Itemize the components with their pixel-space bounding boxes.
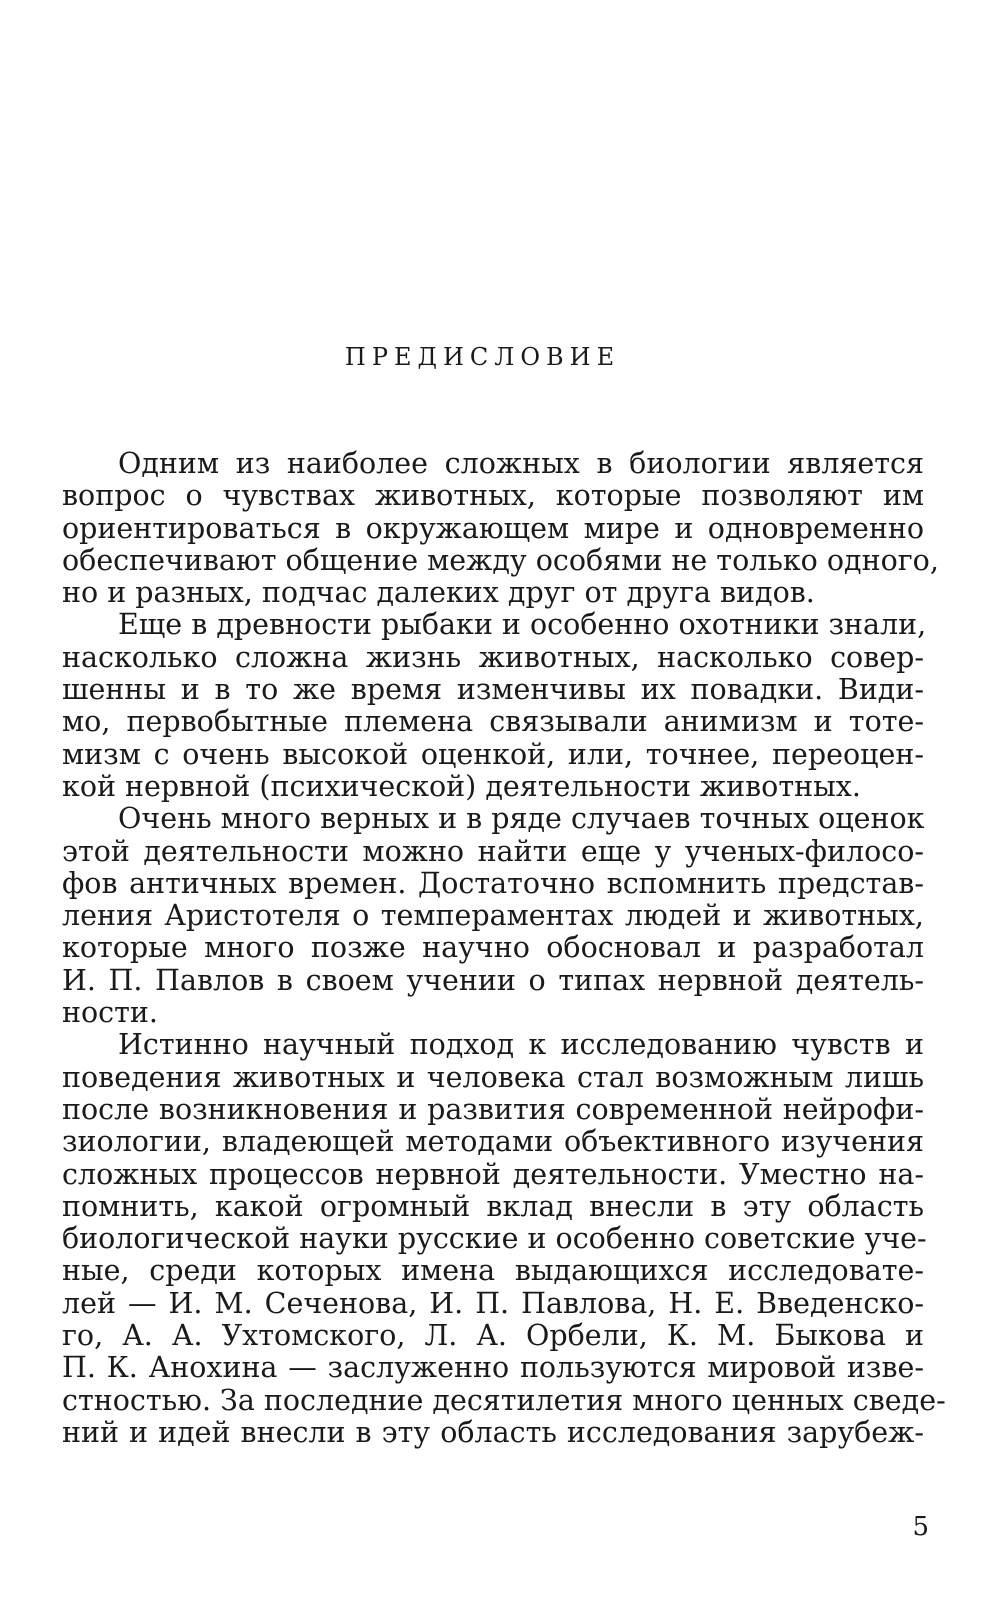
text-line: ные, среди которых имена выдающихся исследовате- [62,1254,924,1288]
text-line: стностью. За последние десятилетия много ценных сведе- [62,1383,946,1417]
text-line: шенны и в то же время изменчивы их повадки. Види- [62,673,924,707]
text-line: И. П. Павлов в своем учении о типах нервной деятель- [62,963,924,997]
text-line: мо, первобытные племена связывали анимизм и тоте- [62,705,924,739]
text-line: поведения животных и человека стал возможным лишь [62,1060,924,1094]
text-line: помнить, какой огромный вклад внесли в эту область [62,1189,924,1223]
text-line: этой деятельности можно найти еще у ученых-филосо- [62,834,924,868]
text-line: П. К. Анохина — заслуженно пользуются мировой изве- [62,1351,924,1385]
text-line: кой нервной (психической) деятельности животных. [62,769,861,803]
text-line: которые много позже научно обосновал и разработал [62,931,924,965]
text-line: Очень много верных и в ряде случаев точных оценок [118,802,925,836]
text-line: го, А. А. Ухтомского, Л. А. Орбели, К. М. Быкова и [62,1319,924,1353]
text-line: Одним из наиболее сложных в биологии является [118,447,924,480]
text-line: зиологии, владеющей методами объективного изучения [62,1125,924,1159]
text-line: насколько сложна жизнь животных, насколько совер- [62,640,924,674]
text-line: ний и идей внесли в эту область исследования зарубеж- [62,1415,924,1449]
text-line: ориентироваться в окружающем мире и одновременно [62,511,924,545]
text-line: биологической науки русские и особенно советские уче- [62,1222,927,1256]
text-line: сложных процессов нервной деятельности. Уместно на- [62,1157,924,1191]
page-number: 5 [912,1512,929,1542]
text-line: Истинно научный подход к исследованию чувств и [118,1028,924,1062]
text-line: ности. [62,996,158,1030]
text-line: ления Аристотеля о темпераментах людей и животных, [62,899,924,933]
page-heading: ПРЕДИСЛОВИЕ [344,343,621,371]
text-line: после возникновения и развития современной нейрофи- [62,1092,924,1126]
text-line: но и разных, подчас далеких друг от друга видов. [62,576,815,610]
text-line: обеспечивают общение между особями не только одного, [62,543,939,577]
text-line: фов античных времен. Достаточно вспомнить представ- [62,866,924,900]
text-line: лей — И. М. Сеченова, И. П. Павлова, Н. Е. Введенско- [62,1286,924,1320]
text-line: вопрос о чувствах животных, которые позволяют им [62,479,924,513]
text-line: Еще в древности рыбаки и особенно охотники знали, [118,608,927,642]
body-text [62,447,946,1449]
text-line: мизм с очень высокой оценкой, или, точнее, переоцен- [62,737,924,771]
